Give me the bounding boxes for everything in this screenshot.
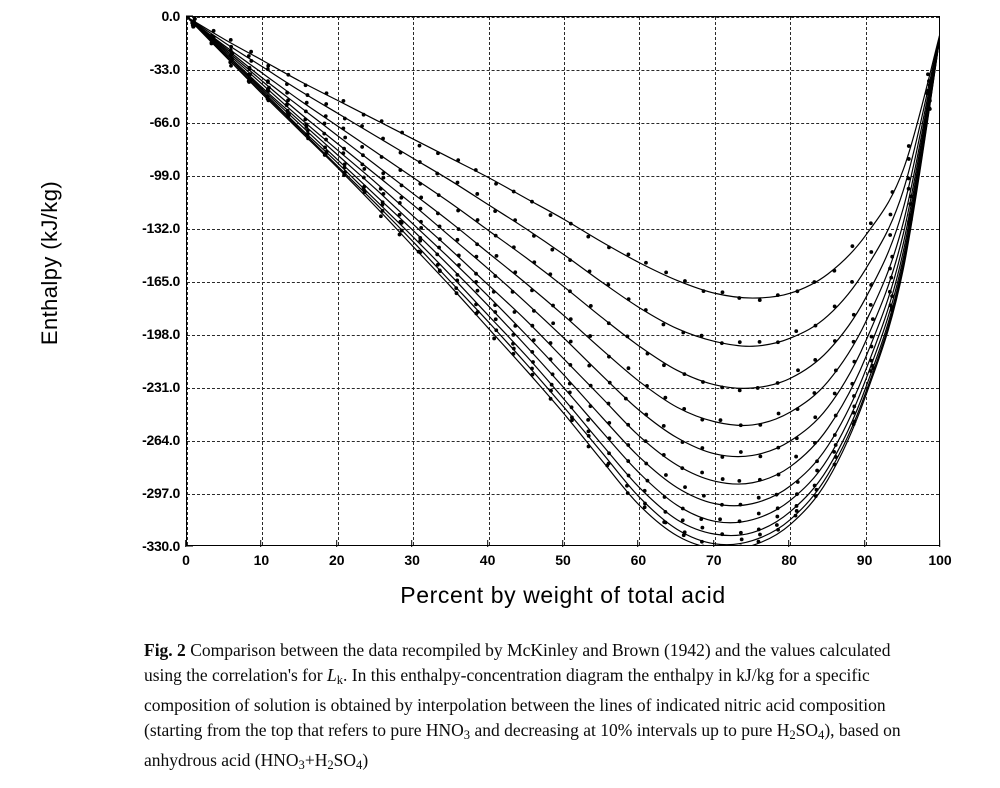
- y-axis-tick-labels: [104, 8, 180, 554]
- x-axis-tick: [562, 540, 563, 547]
- y-tick-label: -231.0: [142, 379, 180, 395]
- y-tick-label: -330.0: [142, 538, 180, 554]
- x-tick-label: 60: [630, 552, 647, 568]
- y-tick-label: -99.0: [149, 167, 180, 183]
- scatter-points-5: [193, 21, 932, 482]
- y-tick-label: -33.0: [149, 61, 180, 77]
- x-tick-label: 100: [928, 552, 952, 568]
- scatter-points-4: [191, 23, 929, 459]
- x-tick-label: 40: [479, 552, 496, 568]
- x-tick-label: 30: [404, 552, 420, 568]
- x-axis-tick: [864, 540, 865, 547]
- x-tick-label: 90: [856, 552, 873, 568]
- scatter-points-2: [191, 23, 932, 392]
- x-tick-label: 70: [706, 552, 722, 568]
- x-axis-tick: [638, 540, 639, 547]
- x-tick-label: 80: [781, 552, 797, 568]
- curve-8: [187, 17, 940, 536]
- y-tick-label: -66.0: [149, 114, 180, 130]
- x-axis-tick-labels: [182, 552, 952, 576]
- y-tick-label: -165.0: [142, 273, 180, 289]
- curve-3: [187, 17, 940, 426]
- x-axis-tick: [713, 540, 714, 547]
- x-axis-tick: [261, 540, 262, 547]
- x-axis-ticks: [186, 540, 940, 550]
- y-axis-label: Enthalpy (kJ/kg): [37, 180, 62, 346]
- scatter-points-7: [192, 23, 930, 523]
- curve-0: [187, 17, 940, 298]
- figure-caption: [98, 638, 908, 778]
- curve-1: [187, 17, 940, 346]
- data-curves: [187, 17, 940, 546]
- y-tick-label: 0.0: [161, 8, 180, 24]
- plot-area: [186, 16, 940, 546]
- y-tick-label: -297.0: [142, 485, 180, 501]
- curve-10: [187, 17, 940, 546]
- y-tick-label: -264.0: [142, 432, 180, 448]
- x-axis-tick: [336, 540, 337, 547]
- x-axis-label: Percent by weight of total acid: [400, 582, 726, 608]
- scatter-points-10: [192, 19, 931, 546]
- x-axis-tick: [411, 540, 412, 547]
- scatter-points-3: [193, 17, 930, 427]
- x-tick-label: 50: [555, 552, 571, 568]
- scatter-points-1: [193, 17, 931, 345]
- curve-9: [187, 17, 940, 545]
- scatter-points-0: [190, 21, 930, 302]
- caption-label: Fig. 2: [144, 640, 186, 660]
- x-axis-tick: [487, 540, 488, 547]
- curve-2: [187, 17, 940, 388]
- curve-4: [187, 17, 940, 457]
- x-axis-tick: [939, 540, 940, 547]
- x-axis-tick: [788, 540, 789, 547]
- x-tick-label: 10: [253, 552, 270, 568]
- y-tick-label: -132.0: [142, 220, 180, 236]
- x-tick-label: 0: [182, 552, 190, 568]
- x-axis-tick: [185, 540, 186, 547]
- x-tick-label: 20: [329, 552, 345, 568]
- caption-text: Comparison between the data recompiled by McKinley and Brown (1942) and the values calculated using the correlation's for $L_k$. In this enthalpy-concentration diagram the enthalpy in kJ/kg for a specific composition of solution is obtained by interpolation between the lines of indicated nitric acid composition (starting from the top that refers to pure $HNO_3$ and decreasing at 10% intervals up to pure $H_2SO_4$), based on anhydrous acid $(HNO_3+H_2SO_4)$: [144, 640, 901, 773]
- y-tick-label: -198.0: [142, 326, 180, 342]
